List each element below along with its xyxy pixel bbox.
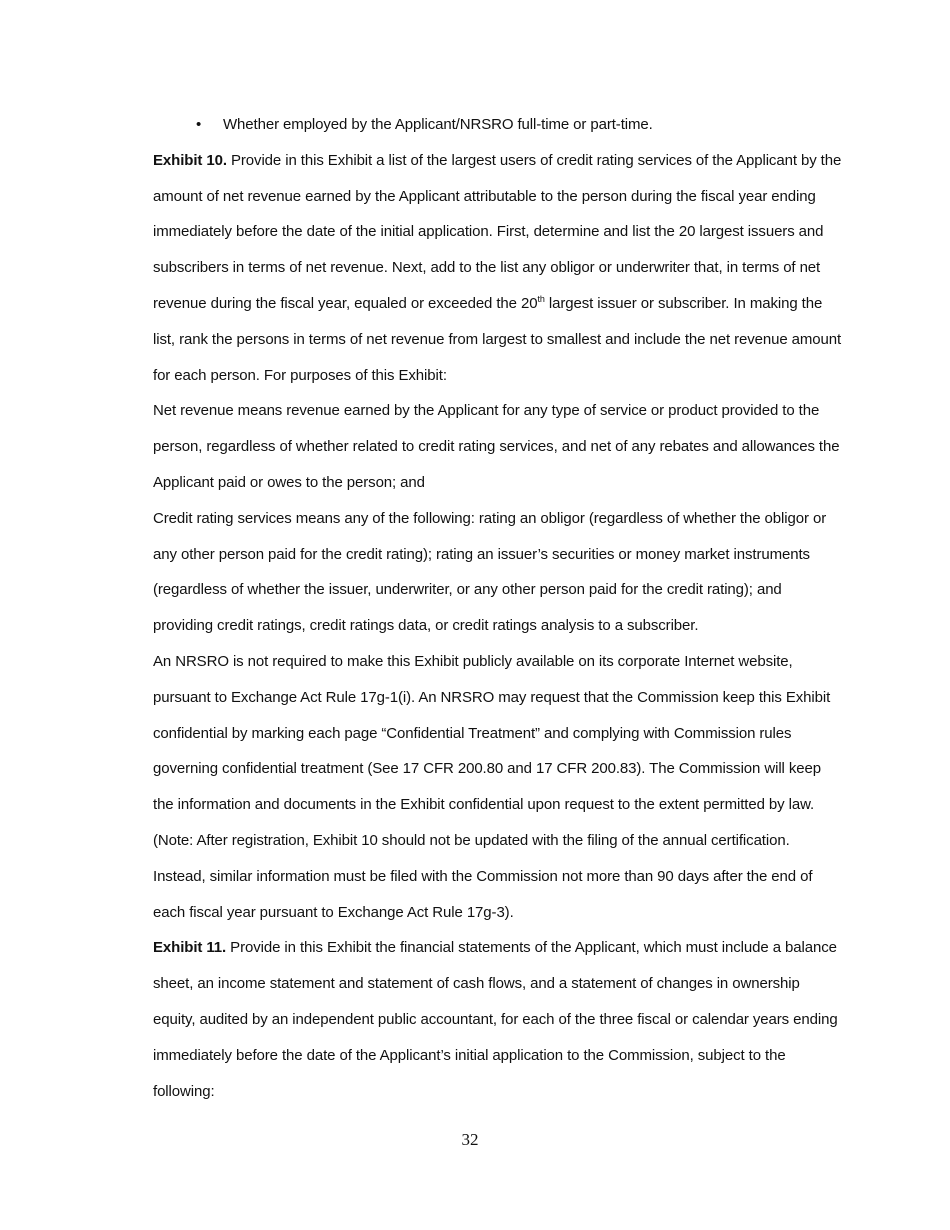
bullet-icon: • xyxy=(196,116,202,133)
exhibit-11-text: Provide in this Exhibit the financial statements of the Applicant, which must include a balance sheet, an income statement and statement of cash flows, and a statement of changes in ownership equity, audited by an independent public accountant, for each of the three fiscal or calendar years ending immediately before the date of the Applicant’s initial application to the Commission, subject to the following: xyxy=(153,939,838,1100)
net-revenue-definition: Net revenue means revenue earned by the Applicant for any type of service or product provided to the person, regardless of whether related to credit rating services, and net of any rebates and allowances the Applicant paid or owes to the person; and xyxy=(153,402,840,491)
exhibit-11-heading: Exhibit 11. xyxy=(153,939,227,957)
confidentiality-paragraph: An NRSRO is not required to make this Exhibit publicly available on its corporate Internet website, pursuant to Exchange Act Rule 17g-1(i). An NRSRO may request that the Commission keep this Exhibit confidential by marking each page “Confidential Treatment” and complying with Commission rules governing confidential treatment (See 17 CFR 200.80 and 17 CFR 200.83). The Commission will keep the information and documents in the Exhibit confidential upon request to the extent permitted by law. (Note: After registration, Exhibit 10 should not be updated with the filing of the annual certification. Instead, similar information must be filed with the Commission not more than 90 days after the end of each fiscal year pursuant to Exchange Act Rule 17g-3). xyxy=(153,652,831,921)
ordinal-superscript: th xyxy=(537,293,545,304)
exhibit-11-intro xyxy=(153,930,843,1109)
exhibit-10-text-a: Provide in this Exhibit a list of the largest users of credit rating services of the Applicant by the amount of net revenue earned by the Applicant attributable to the person during the fiscal year ending immediately before the date of the initial application. First, determine and list the 20 largest issuers and subscribers in terms of net revenue. Next, add to the list any obligor or underwriter that, in terms of net revenue during the fiscal year, equaled or exceeded the 20 xyxy=(153,151,842,312)
exhibit-10-text-b: largest issuer or subscriber. In making the list, rank the persons in terms of net revenue from largest to smallest and include the net revenue amount for each person. For purposes of this Exhibit: xyxy=(153,294,842,384)
exhibit-10-heading: Exhibit 10. xyxy=(153,151,227,169)
exhibit-10-intro xyxy=(153,143,843,394)
credit-rating-services-definition: Credit rating services means any of the following: rating an obligor (regardless of whether the obligor or any other person paid for the credit rating); rating an issuer’s securities or money market instruments (regardless of whether the issuer, underwriter, or any other person paid for the credit rating); and providing credit ratings, credit ratings data, or credit ratings analysis to a subscriber. xyxy=(153,509,827,635)
page-body xyxy=(153,107,843,1109)
bullet-text: Whether employed by the Applicant/NRSRO full-time or part-time. xyxy=(223,116,653,133)
bullet-item xyxy=(153,107,843,143)
page-number: 32 xyxy=(461,1130,479,1149)
